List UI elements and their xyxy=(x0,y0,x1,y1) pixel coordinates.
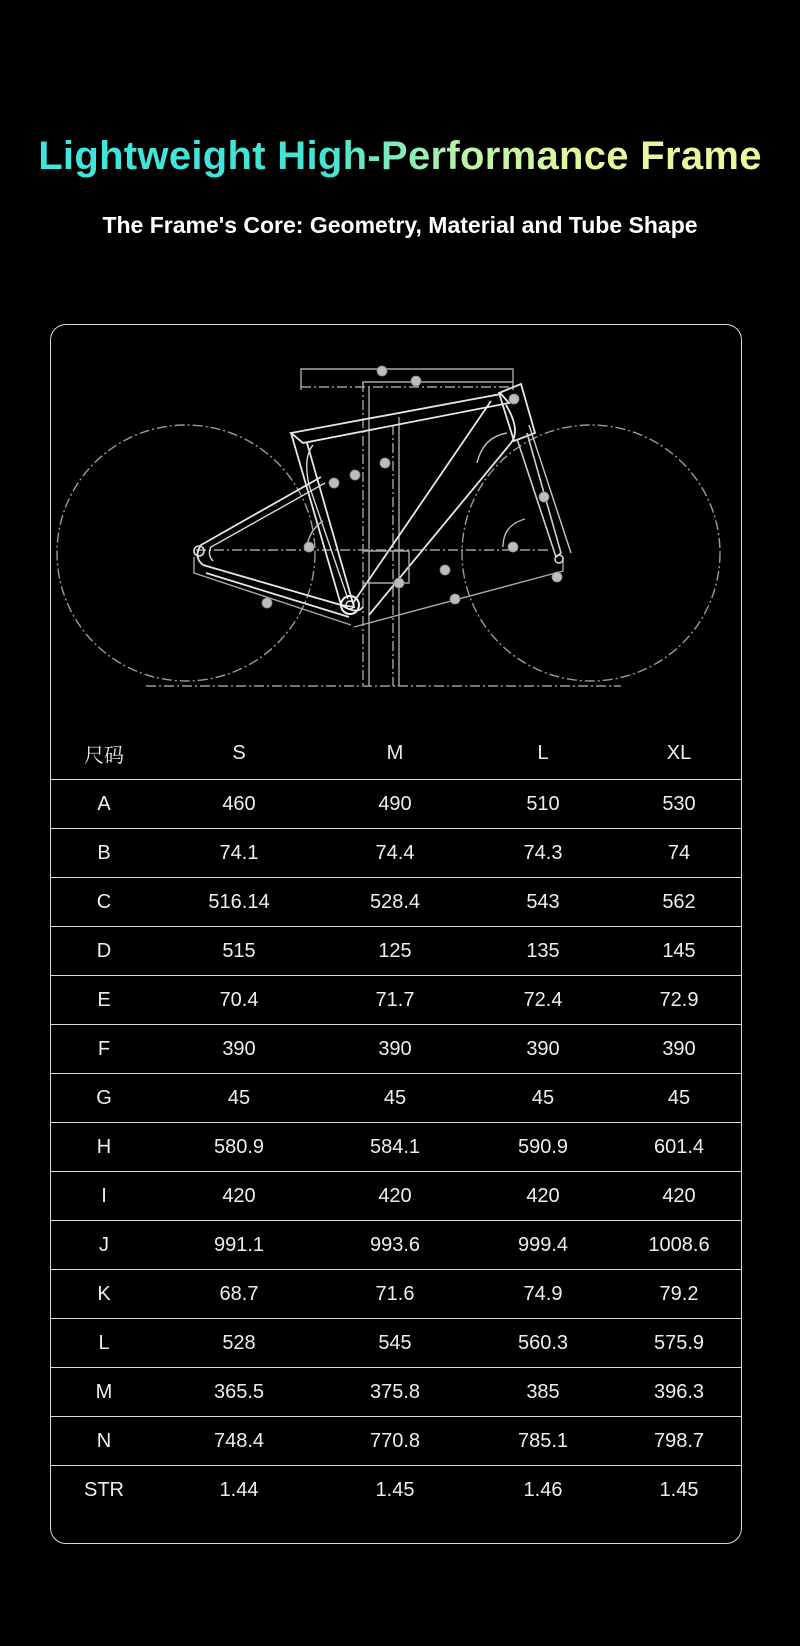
bike-frame-geometry-diagram xyxy=(51,325,742,721)
label-marker-D xyxy=(509,394,519,404)
cell-xl: 390 xyxy=(617,1025,741,1074)
row-label: I xyxy=(51,1172,157,1221)
rear-wheel xyxy=(57,425,315,681)
row-label: H xyxy=(51,1123,157,1172)
front-wheel xyxy=(462,425,720,681)
cell-m: 125 xyxy=(321,927,469,976)
cell-m: 390 xyxy=(321,1025,469,1074)
cell-s: 390 xyxy=(157,1025,321,1074)
table-row xyxy=(51,976,741,1025)
label-marker-K xyxy=(394,578,404,588)
label-marker-H xyxy=(450,594,460,604)
cell-l: 135 xyxy=(469,927,617,976)
cell-m: 375.8 xyxy=(321,1368,469,1417)
label-marker-J xyxy=(440,565,450,575)
cell-m: 528.4 xyxy=(321,878,469,927)
cell-l: 74.9 xyxy=(469,1270,617,1319)
table-row xyxy=(51,1074,741,1123)
table-row xyxy=(51,829,741,878)
cell-l: 543 xyxy=(469,878,617,927)
header-size: 尺码 xyxy=(51,721,157,780)
cell-m: 993.6 xyxy=(321,1221,469,1270)
cell-l: 785.1 xyxy=(469,1417,617,1466)
row-label: N xyxy=(51,1417,157,1466)
table-row xyxy=(51,1417,741,1466)
row-label: STR xyxy=(84,1478,124,1501)
header-l: L xyxy=(469,721,617,780)
row-label: D xyxy=(51,927,157,976)
cell-xl: 1008.6 xyxy=(617,1221,741,1270)
cell-l: 74.3 xyxy=(469,829,617,878)
table-row xyxy=(51,1221,741,1270)
cell-s: 68.7 xyxy=(157,1270,321,1319)
row-label: L xyxy=(51,1319,157,1368)
row-label: G xyxy=(51,1074,157,1123)
table-row xyxy=(51,1368,741,1417)
table-row xyxy=(51,1123,741,1172)
row-label: M xyxy=(51,1368,157,1417)
cell-s: 580.9 xyxy=(157,1123,321,1172)
cell-m: 420 xyxy=(321,1172,469,1221)
label-marker-C xyxy=(377,366,387,376)
cell-xl: 420 xyxy=(617,1172,741,1221)
header-m: M xyxy=(321,721,469,780)
row-label: K xyxy=(51,1270,157,1319)
cell-l: 560.3 xyxy=(469,1319,617,1368)
cell-s: 515 xyxy=(157,927,321,976)
table-row xyxy=(51,1025,741,1074)
cell-s: 365.5 xyxy=(157,1368,321,1417)
cell-s: 516.14 xyxy=(157,878,321,927)
cell-xl: 72.9 xyxy=(617,976,741,1025)
cell-xl: 79.2 xyxy=(617,1270,741,1319)
table-row xyxy=(51,1466,741,1515)
geometry-table xyxy=(51,721,741,1514)
cell-l: 390 xyxy=(469,1025,617,1074)
cell-xl: 396.3 xyxy=(617,1368,741,1417)
label-marker-A xyxy=(329,478,339,488)
table-row xyxy=(51,1319,741,1368)
cell-l: 72.4 xyxy=(469,976,617,1025)
cell-l: 385 xyxy=(469,1368,617,1417)
cell-s: 45 xyxy=(157,1074,321,1123)
cell-s: 1.44 xyxy=(219,1478,259,1501)
cell-s: 991.1 xyxy=(157,1221,321,1270)
cell-xl: 45 xyxy=(617,1074,741,1123)
cell-s: 420 xyxy=(157,1172,321,1221)
cell-l: 45 xyxy=(469,1074,617,1123)
label-marker-I xyxy=(262,598,272,608)
label-marker-B xyxy=(304,542,314,552)
cell-m: 74.4 xyxy=(321,829,469,878)
cell-xl: 562 xyxy=(617,878,741,927)
row-label: A xyxy=(51,780,157,829)
cell-m: 545 xyxy=(321,1319,469,1368)
cell-l: 510 xyxy=(469,780,617,829)
cell-xl: 601.4 xyxy=(617,1123,741,1172)
cell-l: 420 xyxy=(469,1172,617,1221)
cell-s: 528 xyxy=(157,1319,321,1368)
cell-m: 770.8 xyxy=(321,1417,469,1466)
page-subtitle: The Frame's Core: Geometry, Material and Tube Shape xyxy=(102,212,698,238)
table-row xyxy=(51,1172,741,1221)
label-marker-F xyxy=(539,492,549,502)
cell-l: 1.46 xyxy=(523,1478,563,1501)
table-row xyxy=(51,927,741,976)
cell-xl: 74 xyxy=(617,829,741,878)
cell-xl: 575.9 xyxy=(617,1319,741,1368)
cell-xl: 530 xyxy=(617,780,741,829)
row-label: C xyxy=(51,878,157,927)
cell-m: 1.45 xyxy=(375,1478,415,1501)
cell-l: 999.4 xyxy=(469,1221,617,1270)
cell-s: 748.4 xyxy=(157,1417,321,1466)
row-label: F xyxy=(51,1025,157,1074)
label-marker-M xyxy=(411,376,421,386)
cell-l: 590.9 xyxy=(469,1123,617,1172)
cell-s: 460 xyxy=(157,780,321,829)
cell-m: 71.6 xyxy=(321,1270,469,1319)
cell-xl: 145 xyxy=(617,927,741,976)
cell-m: 584.1 xyxy=(321,1123,469,1172)
frame-drawing xyxy=(51,325,742,721)
label-marker-G xyxy=(552,572,562,582)
page-title-text: Lightweight High-Performance Frame xyxy=(38,134,762,178)
cell-s: 70.4 xyxy=(157,976,321,1025)
table-row xyxy=(51,878,741,927)
cell-s: 74.1 xyxy=(157,829,321,878)
row-label: B xyxy=(51,829,157,878)
cell-m: 490 xyxy=(321,780,469,829)
label-marker-L xyxy=(350,470,360,480)
page-title xyxy=(0,124,800,188)
table-row xyxy=(51,780,741,829)
header-s: S xyxy=(157,721,321,780)
row-label: J xyxy=(51,1221,157,1270)
cell-m: 45 xyxy=(321,1074,469,1123)
table-row xyxy=(51,1270,741,1319)
cell-xl: 798.7 xyxy=(617,1417,741,1466)
cell-m: 71.7 xyxy=(321,976,469,1025)
geometry-card xyxy=(50,324,742,1544)
label-marker-E xyxy=(508,542,518,552)
table-header-row xyxy=(51,721,741,780)
cell-xl: 1.45 xyxy=(659,1478,699,1501)
row-label: E xyxy=(51,976,157,1025)
header-xl: XL xyxy=(617,721,741,780)
label-marker-N xyxy=(380,458,390,468)
